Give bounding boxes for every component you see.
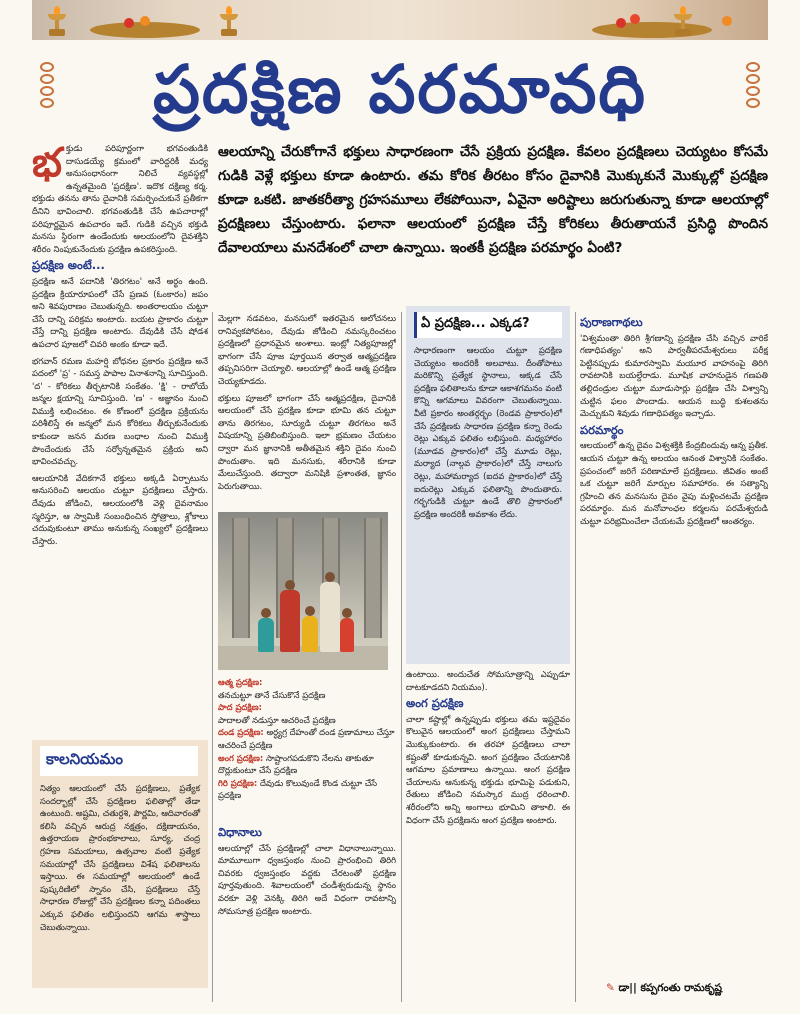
sidebar-box-kalaniyamam [32,740,208,988]
type-item [218,752,396,777]
intro-paragraph: ఆలయాన్ని చేరుకోగానే భక్తులు సాధారణంగా చేసే ప్రక్రియ ప్రదక్షిణ. కేవలం ప్రదక్షిణలు చెయ్యటం కోసమే గుడికి వెళ్లే భక్తులు కూడా ఉంటారు. తమ కోరిక తీరటం కోసం దైవానికి మొక్కుకునే మొక్కుల్లో ప్రదక్షిణ కూడా ఒకటి. జాతకరీత్యా గ్రహసమూలు లేకపోయినా, ఏవైనా అరిష్టాలు జరుగుతున్నా కూడా ఆలయాల్లో ప్రదక్షిణలు చేస్తుంటారు. ఫలానా ఆలయంలో ప్రదక్షిణ చేస్తే కోరికలు తీరుతాయనే ప్రసిద్ధి పొందిన దేవాలయాలు మనదేశంలో చాలా ఉన్నాయి. ఇంతకీ ప్రదక్షిణ పరమార్థం ఏంటి? [218,144,768,256]
type-text: తనచుట్టూ తానే చేసుకొనే ప్రదక్షిణ [218,689,326,700]
type-item [218,676,396,701]
paragraph-text: క్తుడు పరిపూర్ణంగా భగవంతుడికి దాసుడయ్యే క్రమంలో వారిద్దరికీ మధ్య అనుసంధానంగా నిలిచే వ్యవస్థల్లో ఉన్నతమైంది 'ప్రదక్షిణ'. ఇదొక దక్షిణ్య కర్మ. భక్తుడు తనను తాను దైవానికి సమర్పించుకునే ప్రతీకగా దీనిని భావించాలి. భగవంతుడికి చేసే ఉపచారాల్లో పరిపూర్ణమైన ఉపచారం ఇదే. గుడికి వచ్చిన భక్తుడి మనసు స్థిరంగా ఉండేందుకు ఆలయంలోని దైవశక్తిని శరీరం నింపుకునేందుకు ప్రదక్షిణ ఉపకరిస్తుంది. [32,143,208,254]
paragraph: చాలా కష్టాల్లో ఉన్నప్పుడు భక్తులు తమ ఇష్టదైవం కొలువైన ఆలయంలో అంగ ప్రదక్షిణలు చేస్తామని మొక్కుకుంటారు. ఈ తరహా ప్రదక్షిణలు చాలా కష్టంతో కూడుకున్నవి. అంగ ప్రదక్షిణం చేయటానికి ఆగమాల ప్రమాణాలు ఉన్నాయి. అంగ ప్రదక్షిణ చేయాలను ఆనుకున్న భక్తుడు భూమిపై పడుకుని, రేతులు జోడించి నమస్కార ముద్ర ధరించాలి. శరీరంలోని అన్ని అంగాలు భూమిని తాకాలి. ఈ విధంగా చేసే ప్రదక్షిణను అంగ ప్రదక్షిణ అంటారు. [406,713,570,825]
family-temple-photo [218,512,388,670]
oil-lamp-icon [218,10,240,36]
paragraph: భక్తులు పూజలో భాగంగా చేసే ఆత్మప్రదక్షిణ, దైవానికి ఆలయంలో చేసే ప్రదక్షిణ కూడా భూమి తన చుట్టూ తాను తిరగటం, సూర్యుడి చుట్టూ తిరగటం అనే విషయాన్ని ప్రతిబింబిస్తుంది. ఇలా భ్రమణం చేయటం ద్వారా మన జ్ఞానానికి అతీతమైన శక్తిని దైవం నుంచి పొందుతాం. ఇది మనసుకు, శరీరానికి కూడా మేలుచేస్తుంది. తద్వారా మనిషికి ప్రశాంతత, జ్ఞానం పెరుగుతాయి. [218,392,396,491]
type-item [218,701,396,726]
oil-lamp-icon [46,10,68,36]
pen-icon: ✎ [606,982,619,994]
section-heading: పరమార్థం [580,422,624,437]
type-item [218,726,396,751]
flower-icon [722,16,732,26]
box-title: ఏ ప్రదక్షిణ... ఎక్కడ? [414,312,562,338]
author-name: డా|| కప్పగంతు రామకృష్ణ [618,982,722,994]
box-body: సాధారణంగా ఆలయం చుట్టూ ప్రదక్షిణ చెయ్యటం అందరికీ అలవాటు. దీంతోపాటు మరికొన్ని ప్రత్యేక స్థానాలు, ఆక్కడ చేసే ప్రదక్షిణ ఫలితాలను కూడా ఆకాశగమనం వంటి కొన్ని ఆగమాలు వివరంగా చెబుతున్నాయి. వీటి ప్రకారం అంతర్గర్భం (రెండవ ప్రాకారం)లో చేసే ప్రదక్షిణకు సాధారణ ప్రదక్షిణ కన్నా రెండు రెట్లు ఎక్కువ ఫలితం లభిస్తుంది. మధ్యహారం (మూడవ ప్రాకారం)లో చేస్తే మూడు రెట్లు, మర్యాద (నాల్గవ ప్రాకారం)లో చేస్తే నాలుగు రెట్లు, మహామర్యాద (ఐదవ ప్రాకారం)లో చేస్తే ఐదురెట్లు ఎక్కువ ఫలితాన్ని పొందుతారు. గర్భగుడికి చుట్టూ ఉండే తొలి ప్రాకారంలో ప్రదక్షిణ అందరికీ అవకాశం లేదు. [414,345,562,519]
column-1 [32,142,208,734]
flower-icon [630,14,640,24]
oil-lamp-icon [672,10,694,36]
box-title: కాలనియమం [40,746,198,776]
column-2-top [218,312,396,508]
paragraph: ప్రదక్షిణ అనే పదానికి 'తిరగటం' అనే అర్థం ఉంది. ప్రదక్షిణ క్రియారూపంలో చేసే ప్రణవ (ఓంకారం) జపం అని శివపురాణం చెబుతున్నది. అంతరాలయం చుట్టూ చేసే దాన్ని పరిక్రమ అంటారు. బయట ప్రాకారం చుట్టూ చేస్తే దాన్ని ప్రదక్షిణ అంటారు. దేవుడికి చేసే షోడశ ఉపచార పూజలో చివరి అంకం కూడా ఇదే. [32,275,208,349]
ornament-left-icon [40,62,54,120]
page-title: ప్రదక్షిణ పరమావధి [152,51,648,128]
paragraph: 'విశ్వమంతా తిరిగి శ్రీగణాన్ని ప్రదక్షిణ చేసి వచ్చిన వారికే గణాధిపత్యం' అని పార్వతీపరమేశ్వరులు పరీక్ష పెట్టినప్పుడు కుమారస్వామి మయూర వాహనంపై తిరిగి రావటానికి బయల్దేరాడు. మూషిక వాహనుడైన గణపతి తల్లిదండ్రుల చుట్టూ మూడుసార్లు ప్రదక్షిణ చేసి విశ్వాన్ని చుట్టిన ఫలం పొందాడు. ఆయన బుద్ధి కుశలతను మెచ్చుకుని శివుడు గణాధిపత్యం ఇచ్చాడు. [580,332,768,419]
headline-area [32,44,768,136]
paragraph: మెల్లగా నడవటం, మనసులో ఇతరమైన ఆలోచనలు రానివ్వకపోవటం, దేవుడు జోడించి నమస్కరించటం ప్రదక్షిణలో ప్రధానమైన అంశాలు. ఇంట్లో నిత్యపూజల్లో భాగంగా చేసే పూజ పూర్తయిన తర్వాత ఆత్మప్రదక్షిణ తప్పనిసరిగా చెయ్యాలి. ఆలయాల్లో ఉండే ఆత్మ ప్రదక్షిణ చెయ్యకూడదు. [218,313,396,386]
ornament-right-icon [746,62,760,120]
type-label: పాద ప్రదక్షిణ: [218,702,262,713]
section-heading: విధానాలు [218,825,262,839]
flower-icon [616,18,626,28]
box-body: నిత్యం ఆలయంలో చేసే ప్రదక్షిణలు, ప్రత్యేక సందర్భాల్లో చేసే ప్రదక్షిణల ఫలితాల్లో తేడా ఉంటుంది. అష్టమి, చతుర్దశి, పౌర్ణమి, ఆదివారంతో కలిసి వచ్చిన ఆరుద్ర నక్షత్రం, దక్షిణాయనం, ఉత్తరాయణ ప్రారంభకాలాలు, సూర్య, చంద్ర గ్రహణ సమయాలు, ఉత్సవాల వంటి ప్రత్యేక సమయాల్లో చేసే ప్రదక్షిణలు విశేష ఫలితాలను ఇస్తాయి. ఈ సమయాల్లో ఆలయంలో ఉండే పుష్కరిణిలో స్నానం చేసి, ప్రదక్షిణలు చేస్తే సాధారణ రోజుల్లో చేసే ప్రదక్షిణల కన్నా పదింతలు ఎక్కువ ఫలితం లభిస్తుందని ఆగమ శాస్త్రాలు చెబుతున్నాయి. [40,783,200,932]
type-label: అంగ ప్రదక్షిణ: [218,752,264,763]
type-text: పాదాలతో నడుస్తూ ఆచరించే ప్రదక్షిణ [218,714,336,725]
section-heading: అంగ ప్రదక్షిణ [406,696,464,711]
paragraph: ఆలయాల్లో చేసే ప్రదక్షిణల్లో చాలా విధానాలున్నాయి. మామూలుగా ధ్వజస్తంభం నుంచి ప్రారంభించి తిరిగి చివరకు ధ్వజస్తంభం వద్దకు చేరటంతో ప్రదక్షిణ పూర్తవుతుంది. శివాలయంలో చండీశ్వరుడున్న స్థానం వరకూ వెళ్లి వెనక్కి తిరిగి అదే విధంగా రావటాన్ని సోమసూత్ర ప్రదక్షిణ అంటారు. [218,842,396,916]
type-text: దేవుడు కొలువుండే కొండ చుట్టూ చేసే ప్రదక్షిణ [218,777,378,801]
pooja-plate-icon [592,22,712,38]
type-label: ఆత్మ ప్రదక్షిణ: [218,677,263,687]
column-4 [580,312,768,978]
type-label: దండ ప్రదక్షిణ: [218,727,264,738]
paragraph: భగవాన్ రమణ మహర్షి బోధనల ప్రకారం ప్రదక్షిణ అనే పదంలో 'ప్ర' - సమస్త పాపాల వినాశనాన్ని సూచిస్తుంది. 'ద' - కోరికలు తీర్చటానికి సంకేతం. 'క్షి' - రాబోయే జన్మల క్షయాన్ని సూచిస్తుంది. 'ణ' - అజ్ఞానం నుంచి విముక్తి లభించటం. ఈ కోణంలో ప్రదక్షిణ ప్రక్రియను పరిశీలిస్తే ఈ జన్మలో మన కోరికలు తీర్చుకునేందుకు కాకుండా జనన మరణ బంధాల నుంచి విముక్తి పొందేందుకు చేసే సర్వోన్నతమైన ప్రక్రియ అని భావించవచ్చు. [32,355,208,467]
flower-icon [124,18,134,28]
decorative-banner [32,0,768,40]
paragraph: ఉంటాయి. అందుచేత సోమసూత్రాన్ని ఎప్పుడూ దాటకూడదని నియమం). [406,669,570,692]
type-label: గిరి ప్రదక్షిణ: [218,777,258,788]
column-divider [401,312,402,1002]
flower-icon [140,16,150,26]
type-item [218,777,396,802]
column-2-bottom [218,822,396,1002]
paragraph [32,142,208,255]
type-text: సాష్టాంగపడుకొని నేలను తాకుతూ దొర్లుకుంటూ చేసే ప్రదక్షిణ [218,752,374,776]
drop-cap: భ [32,142,62,186]
type-text: అర్ధ్యగ్ర దేహంతో దండ ప్రణామాలు చేస్తూ ఆచరించే ప్రదక్షిణ [218,727,395,750]
section-heading: పురాణగాథలు [580,315,643,329]
paragraph: ఆలయానికి వేదికగానే భక్తులు అక్కడి ఏర్పాటును అనుసరించి ఆలయం చుట్టూ ప్రదక్షిణలు చేస్తారు. దేవుడు జోడించి, ఆలయంలోకి వెళ్లి దైవనామం స్మరిస్తూ, ఆ స్వామికి సంబంధించిన స్తోత్రాలు, శ్లోకాలు చదువుకుంటూ తాము అనుకున్న సంఖ్యలో ప్రదక్షిణలు చేస్తారు. [32,472,208,546]
column-3 [406,668,570,1002]
column-divider [575,312,576,1002]
author-byline [606,982,768,998]
sidebar-box-where [406,306,570,664]
types-list [218,676,396,802]
column-divider [212,312,213,1002]
paragraph: ఆలయంలో ఉన్న దైవం విశ్వశక్తికి కేంద్రబిందువు ఆన్న ప్రతీక. ఆయన చుట్టూ ఉన్న అలయం ఆనంత విశ్వానికి సంకేతం. ప్రపంచంలో జరిగే పరిణామాలే ప్రదక్షిణలు. జీవితం అంటే ఒక చుట్టూ జరిగే మార్పుల సమాహారం. ఈ సత్యాన్ని గ్రహించి తన మనసును దైవం వైపు మళ్లించటమే ప్రదక్షిణ పరమార్థం. మన మనోవాంఛల కర్మలను పరమేశ్వరుడి చుట్టూ పరిభ్రమించేలా చేయటమే ప్రదక్షిణలో ఆంతర్యం. [580,440,768,526]
section-heading: ప్రదక్షిణ అంటే... [32,258,105,273]
